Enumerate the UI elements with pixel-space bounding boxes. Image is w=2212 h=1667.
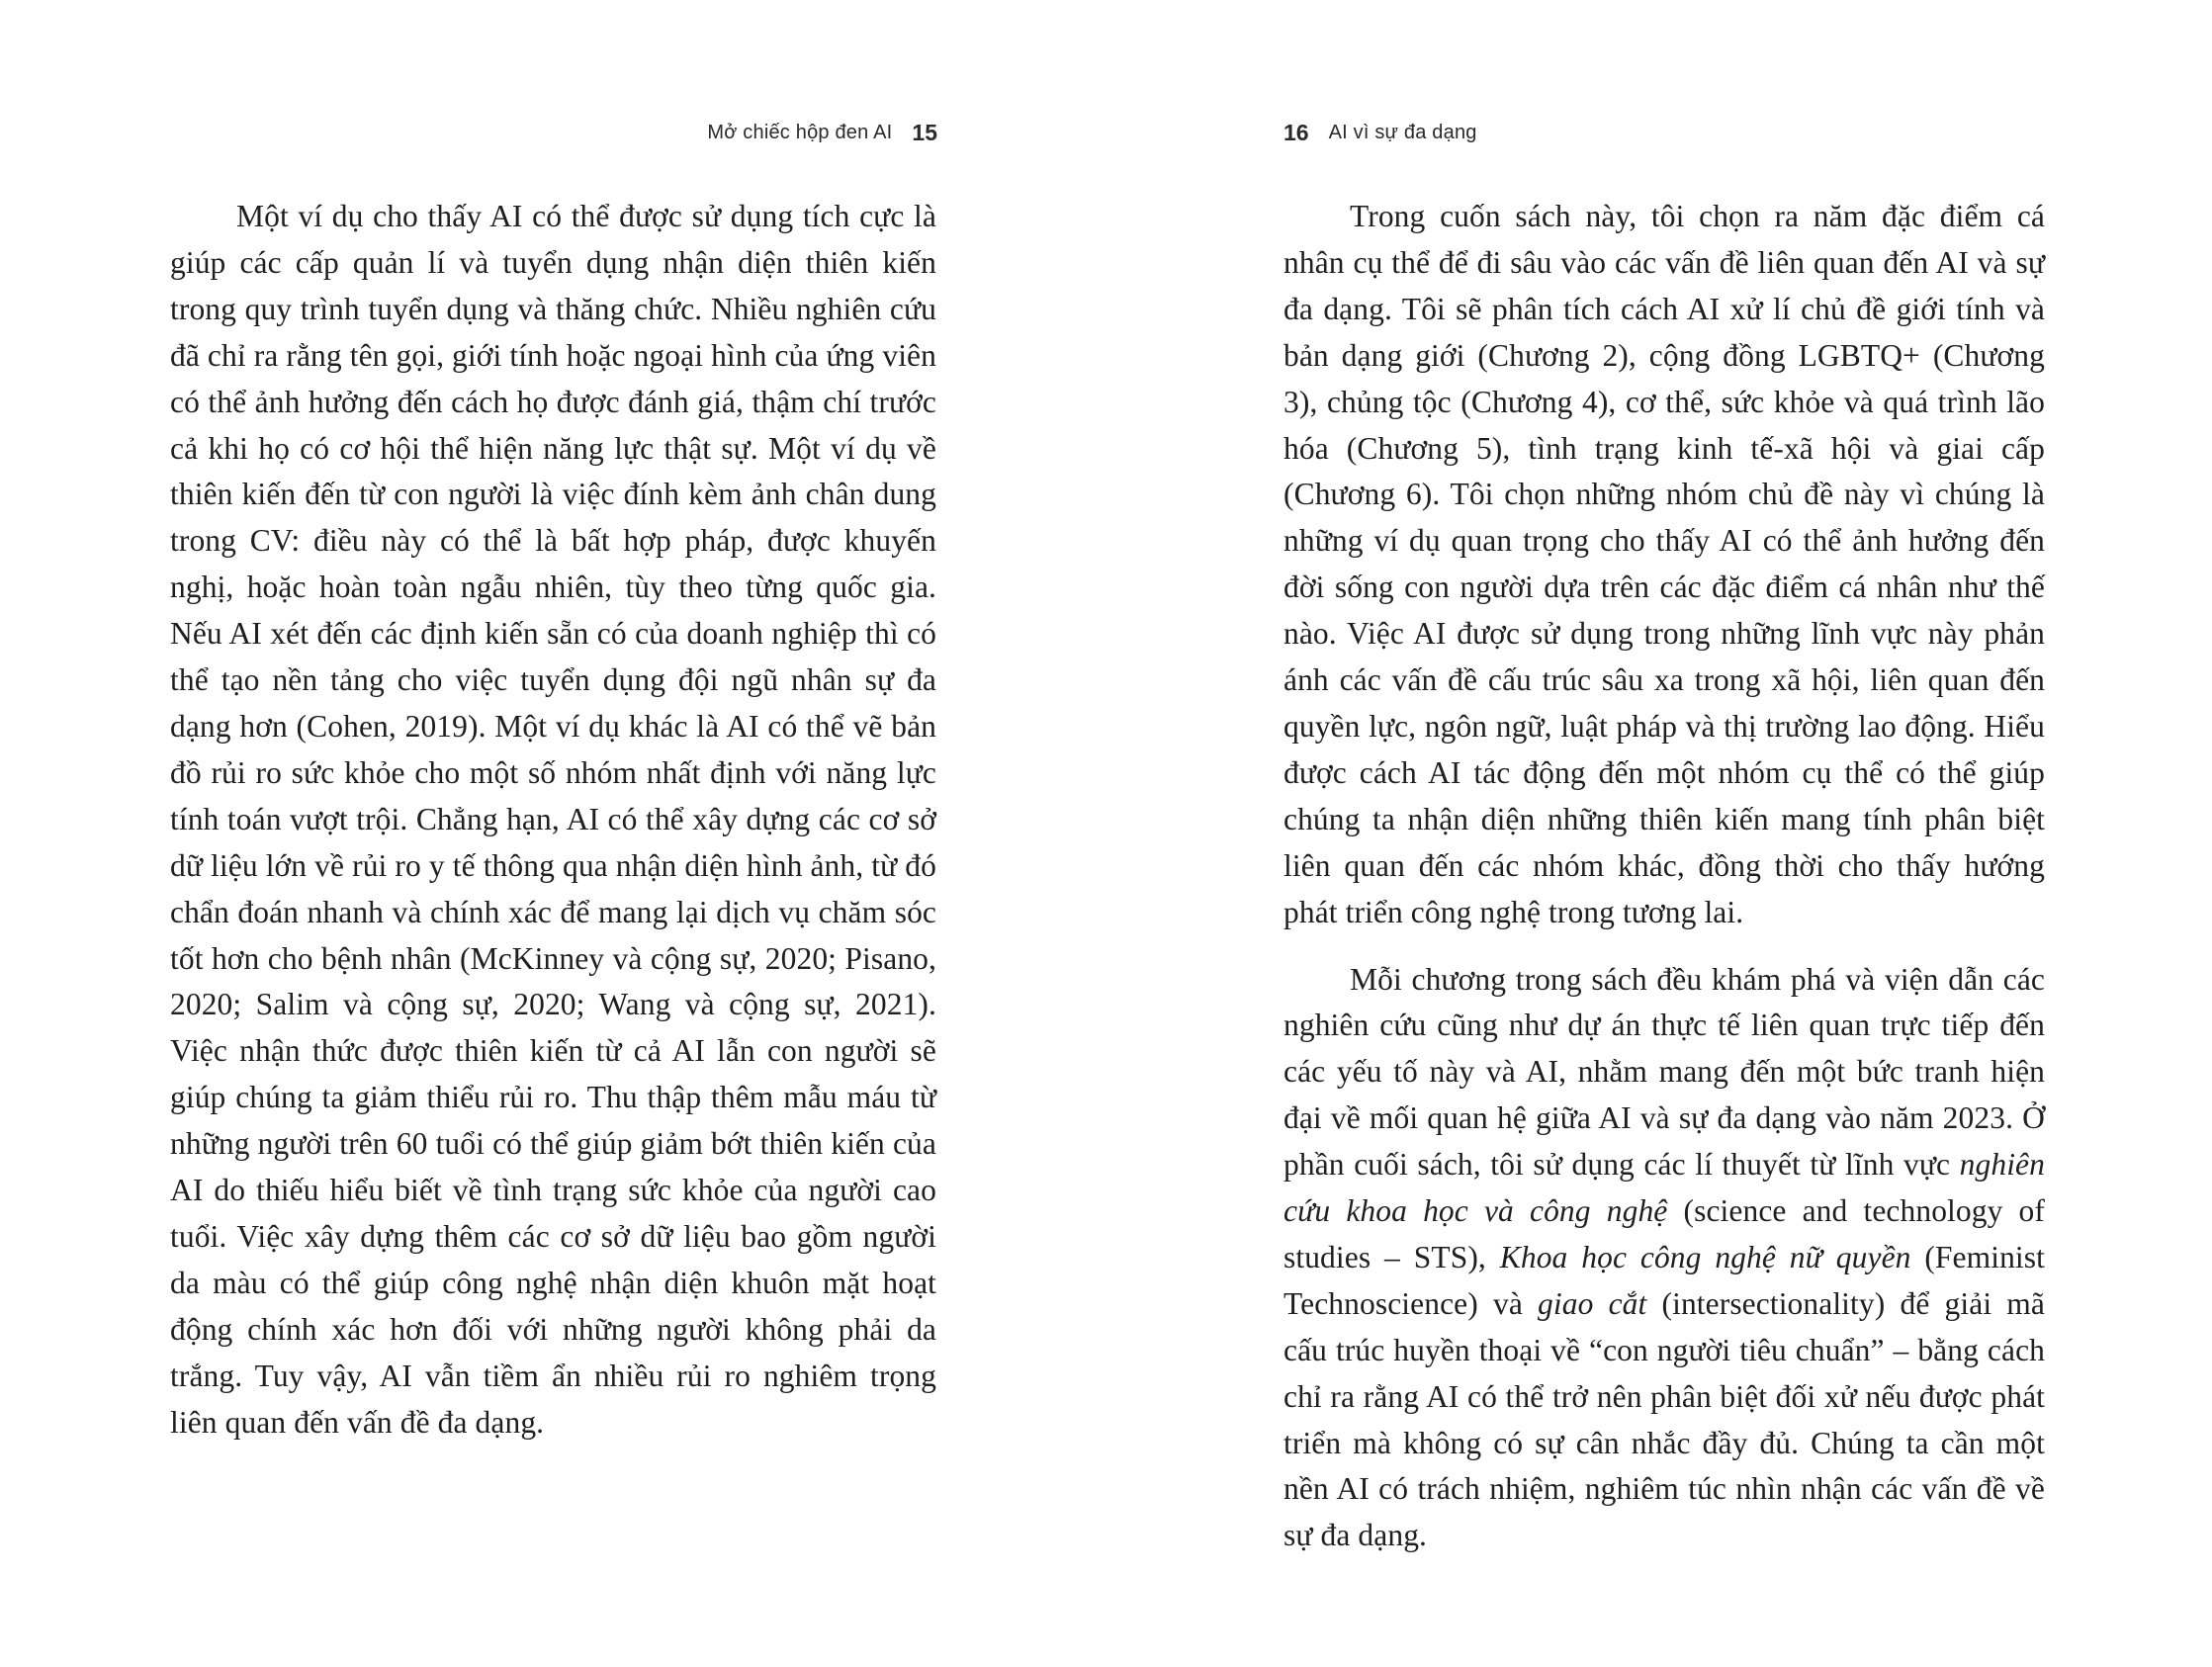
right-paragraph-2-text-2: (science and technology of studies – STS), (1283, 1193, 2046, 1274)
right-body-text (1283, 194, 2045, 1559)
right-paragraph-2-text-1: Mỗi chương trong sách đều khám phá và viện dẫn các nghiên cứu cũng như dự án thực tế liên quan trực tiếp đến các yếu tố này và AI, nhằm mang đến một bức tranh hiện đại về mối quan hệ giữa AI và sự đa dạng vào năm 2023. Ở phần cuối sách, tôi sử dụng các lí thuyết từ lĩnh vực (1283, 961, 2045, 1183)
left-body-text (170, 194, 936, 1446)
right-paragraph-2-italic-1: nghiên cứu khoa học và công nghệ (1283, 1147, 2045, 1229)
left-paragraph-1: Một ví dụ cho thấy AI có thể được sử dụng tích cực là giúp các cấp quản lí và tuyển dụng nhận diện thiên kiến trong quy trình tuyển dụng và thăng chức. Nhiều nghiên cứu đã chỉ ra rằng tên gọi, giới tính hoặc ngoại hình của ứng viên có thể ảnh hưởng đến cách họ được đánh giá, thậm chí trước cả khi họ có cơ hội thể hiện năng lực thật sự. Một ví dụ về thiên kiến đến từ con người là việc đính kèm ảnh chân dung trong CV: điều này có thể là bất hợp pháp, được khuyến nghị, hoặc hoàn toàn ngẫu nhiên, tùy theo từng quốc gia. Nếu AI xét đến các định kiến sẵn có của doanh nghiệp thì có thể tạo nền tảng cho việc tuyển dụng đội ngũ nhân sự đa dạng hơn (Cohen, 2019). Một ví dụ khác là AI có thể vẽ bản đồ rủi ro sức khỏe cho một số nhóm nhất định với năng lực tính toán vượt trội. Chẳng hạn, AI có thể xây dựng các cơ sở dữ liệu lớn về rủi ro y tế thông qua nhận diện hình ảnh, từ đó chẩn đoán nhanh và chính xác để mang lại dịch vụ chăm sóc tốt hơn cho bệnh nhân (McKinney và cộng sự, 2020; Pisano, 2020; Salim và cộng sự, 2020; Wang và cộng sự, 2021). Việc nhận thức được thiên kiến từ cả AI lẫn con người sẽ giúp chúng ta giảm thiểu rủi ro. Thu thập thêm mẫu máu từ những người trên 60 tuổi có thể giúp giảm bớt thiên kiến của AI do thiếu hiểu biết về tình trạng sức khỏe của người cao tuổi. Việc xây dựng thêm các cơ sở dữ liệu bao gồm người da màu có thể giúp công nghệ nhận diện khuôn mặt hoạt động chính xác hơn đối với những người không phải da trắng. Tuy vậy, AI vẫn tiềm ẩn nhiều rủi ro nghiêm trọng liên quan đến vấn đề đa dạng. (170, 199, 936, 1440)
right-paragraph-2-italic-3: giao cắt (1538, 1285, 1647, 1321)
right-paragraph-2-text-4: (intersectionality) để giải mã cấu trúc huyền thoại về “con người tiêu chuẩn” – bằng cách chỉ ra rằng AI có thể trở nên phân biệt đối xử nếu được phát triển mà không có sự cân nhắc đầy đủ. Chúng ta cần một nền AI có trách nhiệm, nghiêm túc nhìn nhận các vấn đề về sự đa dạng. (1283, 1285, 2045, 1553)
right-paragraph-2-text-3: (Feminist Technoscience) và (1283, 1239, 2045, 1321)
right-paragraph-2 (1283, 957, 2045, 1560)
right-header-title: AI vì sự đa dạng (1328, 121, 1477, 143)
left-header-title: Mở chiếc hộp đen AI (707, 121, 893, 143)
right-page (1106, 0, 2212, 1667)
right-page-number: 16 (1283, 119, 1309, 145)
right-running-header (1283, 113, 1477, 152)
left-page-number: 15 (912, 119, 937, 145)
right-paragraph-2-italic-2: Khoa học công nghệ nữ quyền (1499, 1239, 1911, 1274)
left-running-header (707, 113, 937, 152)
right-paragraph-1: Trong cuốn sách này, tôi chọn ra năm đặc điểm cá nhân cụ thể để đi sâu vào các vấn đề liên quan đến AI và sự đa dạng. Tôi sẽ phân tích cách AI xử lí chủ đề giới tính và bản dạng giới (Chương 2), cộng đồng LGBTQ+ (Chương 3), chủng tộc (Chương 4), cơ thể, sức khỏe và quá trình lão hóa (Chương 5), tình trạng kinh tế-xã hội và giai cấp (Chương 6). Tôi chọn những nhóm chủ đề này vì chúng là những ví dụ quan trọng cho thấy AI có thể ảnh hưởng đến đời sống con người dựa trên các đặc điểm cá nhân như thế nào. Việc AI được sử dụng trong những lĩnh vực này phản ánh các vấn đề cấu trúc sâu xa trong xã hội, liên quan đến quyền lực, ngôn ngữ, luật pháp và thị trường lao động. Hiểu được cách AI tác động đến một nhóm cụ thể có thể giúp chúng ta nhận diện những thiên kiến mang tính phân biệt liên quan đến các nhóm khác, đồng thời cho thấy hướng phát triển công nghệ trong tương lai. (1283, 199, 2045, 929)
